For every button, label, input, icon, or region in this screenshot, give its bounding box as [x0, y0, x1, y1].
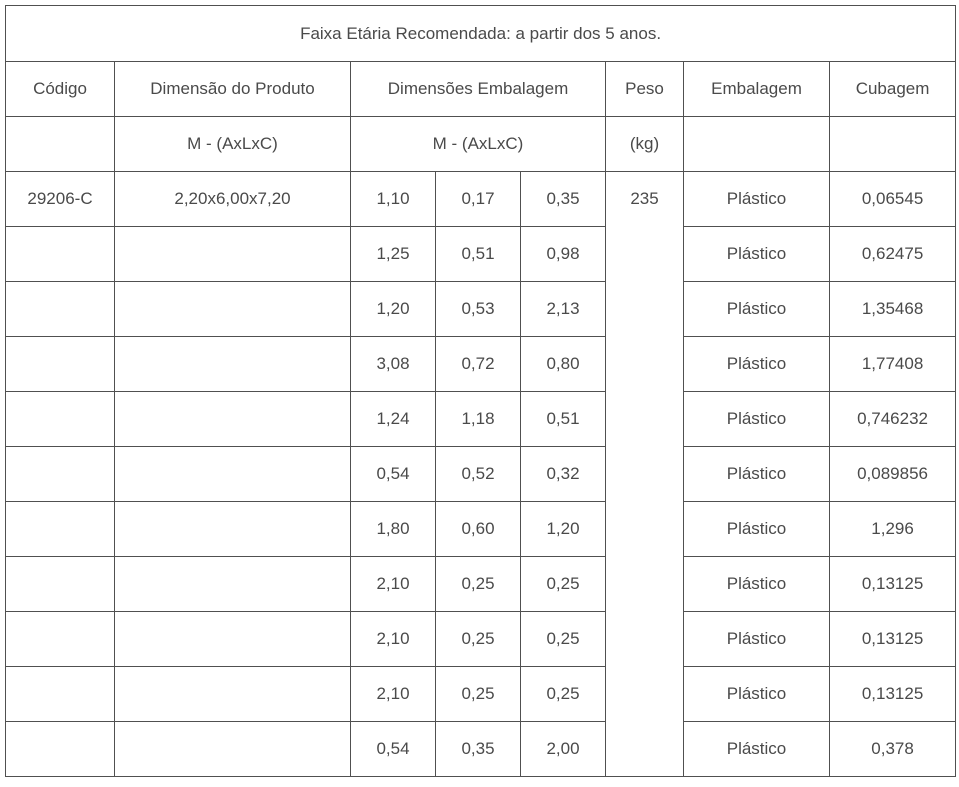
- cell-peso: [606, 502, 684, 557]
- cell-cubagem: 0,378: [830, 722, 956, 777]
- unit-codigo: [6, 117, 115, 172]
- unit-embalagem: [684, 117, 830, 172]
- cell-embalagem-comprimento: 0,32: [521, 447, 606, 502]
- cell-peso: 235: [606, 172, 684, 227]
- cell-peso: [606, 337, 684, 392]
- cell-embalagem-tipo: Plástico: [684, 447, 830, 502]
- cell-embalagem-tipo: Plástico: [684, 722, 830, 777]
- cell-embalagem-largura: 0,25: [436, 667, 521, 722]
- header-codigo: Código: [6, 62, 115, 117]
- cell-peso: [606, 227, 684, 282]
- cell-embalagem-altura: 2,10: [351, 557, 436, 612]
- cell-embalagem-largura: 0,25: [436, 612, 521, 667]
- table-row: [6, 392, 956, 447]
- cell-codigo: [6, 502, 115, 557]
- cell-codigo: [6, 667, 115, 722]
- cell-embalagem-altura: 0,54: [351, 722, 436, 777]
- cell-embalagem-tipo: Plástico: [684, 172, 830, 227]
- cell-codigo: [6, 722, 115, 777]
- cell-codigo: [6, 282, 115, 337]
- unit-peso: (kg): [606, 117, 684, 172]
- cell-codigo: [6, 612, 115, 667]
- table-row: [6, 172, 956, 227]
- cell-codigo: [6, 447, 115, 502]
- cell-embalagem-tipo: Plástico: [684, 612, 830, 667]
- cell-dimensao-produto: [115, 227, 351, 282]
- header-dimensao-produto: Dimensão do Produto: [115, 62, 351, 117]
- cell-embalagem-tipo: Plástico: [684, 502, 830, 557]
- cell-embalagem-largura: 0,17: [436, 172, 521, 227]
- cell-codigo: 29206-C: [6, 172, 115, 227]
- cell-embalagem-comprimento: 2,00: [521, 722, 606, 777]
- cell-embalagem-largura: 0,51: [436, 227, 521, 282]
- header-dimensoes-embalagem: Dimensões Embalagem: [351, 62, 606, 117]
- unit-dimensao-produto: M - (AxLxC): [115, 117, 351, 172]
- cell-embalagem-comprimento: 2,13: [521, 282, 606, 337]
- table-row: [6, 667, 956, 722]
- cell-cubagem: 0,13125: [830, 557, 956, 612]
- cell-embalagem-altura: 1,25: [351, 227, 436, 282]
- cell-embalagem-altura: 1,20: [351, 282, 436, 337]
- cell-embalagem-altura: 1,24: [351, 392, 436, 447]
- title-row: [6, 6, 956, 62]
- cell-embalagem-largura: 0,35: [436, 722, 521, 777]
- cell-dimensao-produto: [115, 392, 351, 447]
- cell-cubagem: 0,62475: [830, 227, 956, 282]
- cell-embalagem-tipo: Plástico: [684, 337, 830, 392]
- cell-dimensao-produto: [115, 667, 351, 722]
- unit-dimensoes-embalagem: M - (AxLxC): [351, 117, 606, 172]
- table-row: [6, 722, 956, 777]
- cell-codigo: [6, 392, 115, 447]
- cell-embalagem-largura: 0,25: [436, 557, 521, 612]
- header-cubagem: Cubagem: [830, 62, 956, 117]
- header-peso: Peso: [606, 62, 684, 117]
- cell-embalagem-comprimento: 0,25: [521, 557, 606, 612]
- cell-cubagem: 1,296: [830, 502, 956, 557]
- cell-codigo: [6, 557, 115, 612]
- unit-row: [6, 117, 956, 172]
- cell-embalagem-altura: 1,80: [351, 502, 436, 557]
- cell-dimensao-produto: [115, 612, 351, 667]
- cell-cubagem: 0,06545: [830, 172, 956, 227]
- cell-embalagem-comprimento: 0,25: [521, 612, 606, 667]
- cell-embalagem-largura: 0,52: [436, 447, 521, 502]
- cell-embalagem-comprimento: 1,20: [521, 502, 606, 557]
- cell-embalagem-comprimento: 0,25: [521, 667, 606, 722]
- product-specs-table: [5, 5, 956, 777]
- cell-dimensao-produto: [115, 282, 351, 337]
- cell-embalagem-comprimento: 0,51: [521, 392, 606, 447]
- cell-peso: [606, 447, 684, 502]
- cell-peso: [606, 667, 684, 722]
- cell-dimensao-produto: 2,20x6,00x7,20: [115, 172, 351, 227]
- cell-dimensao-produto: [115, 557, 351, 612]
- table-row: [6, 612, 956, 667]
- cell-embalagem-tipo: Plástico: [684, 667, 830, 722]
- header-row: [6, 62, 956, 117]
- table-row: [6, 282, 956, 337]
- cell-embalagem-altura: 2,10: [351, 667, 436, 722]
- cell-peso: [606, 557, 684, 612]
- cell-embalagem-largura: 1,18: [436, 392, 521, 447]
- cell-peso: [606, 612, 684, 667]
- cell-embalagem-comprimento: 0,98: [521, 227, 606, 282]
- cell-embalagem-tipo: Plástico: [684, 392, 830, 447]
- table-row: [6, 227, 956, 282]
- table-body: [6, 6, 956, 777]
- cell-embalagem-altura: 3,08: [351, 337, 436, 392]
- table-row: [6, 557, 956, 612]
- cell-embalagem-tipo: Plástico: [684, 227, 830, 282]
- cell-dimensao-produto: [115, 337, 351, 392]
- age-range-title: Faixa Etária Recomendada: a partir dos 5 anos.: [6, 6, 956, 62]
- cell-embalagem-tipo: Plástico: [684, 557, 830, 612]
- cell-embalagem-largura: 0,60: [436, 502, 521, 557]
- table-row: [6, 502, 956, 557]
- cell-embalagem-largura: 0,72: [436, 337, 521, 392]
- cell-cubagem: 0,089856: [830, 447, 956, 502]
- unit-cubagem: [830, 117, 956, 172]
- cell-embalagem-comprimento: 0,35: [521, 172, 606, 227]
- table-row: [6, 337, 956, 392]
- cell-embalagem-comprimento: 0,80: [521, 337, 606, 392]
- cell-cubagem: 1,77408: [830, 337, 956, 392]
- cell-cubagem: 1,35468: [830, 282, 956, 337]
- cell-embalagem-altura: 1,10: [351, 172, 436, 227]
- cell-codigo: [6, 227, 115, 282]
- cell-embalagem-altura: 0,54: [351, 447, 436, 502]
- table-row: [6, 447, 956, 502]
- header-embalagem: Embalagem: [684, 62, 830, 117]
- cell-embalagem-largura: 0,53: [436, 282, 521, 337]
- cell-peso: [606, 722, 684, 777]
- cell-cubagem: 0,13125: [830, 667, 956, 722]
- cell-peso: [606, 282, 684, 337]
- cell-embalagem-altura: 2,10: [351, 612, 436, 667]
- cell-cubagem: 0,13125: [830, 612, 956, 667]
- cell-embalagem-tipo: Plástico: [684, 282, 830, 337]
- cell-cubagem: 0,746232: [830, 392, 956, 447]
- cell-peso: [606, 392, 684, 447]
- cell-codigo: [6, 337, 115, 392]
- cell-dimensao-produto: [115, 447, 351, 502]
- cell-dimensao-produto: [115, 722, 351, 777]
- cell-dimensao-produto: [115, 502, 351, 557]
